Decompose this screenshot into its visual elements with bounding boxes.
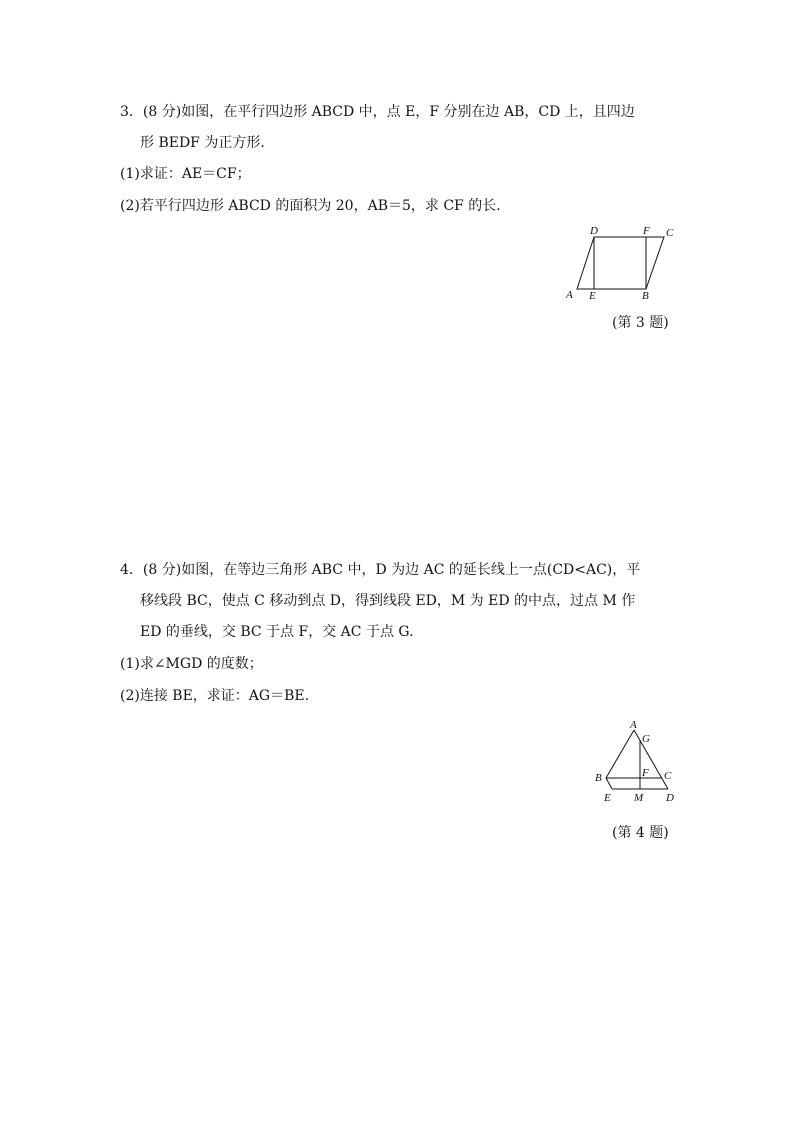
label-b: B <box>595 772 602 784</box>
label-e: E <box>604 792 611 804</box>
q4-caption: (第 4 题) <box>612 825 669 841</box>
label-f: F <box>642 767 649 779</box>
segment-be <box>606 778 612 789</box>
label-d: D <box>666 792 674 804</box>
q4-stem-line-3: ED 的垂线，交 BC 于点 F，交 AC 于点 G. <box>140 624 414 640</box>
q4-figure <box>590 718 680 808</box>
q3-figure <box>560 222 680 302</box>
label-e: E <box>589 290 596 302</box>
label-g: G <box>642 733 650 745</box>
segment-a-d <box>634 730 668 789</box>
q4-part-2: (2)连接 BE，求证：AG＝BE. <box>120 688 310 704</box>
parallelogram-abcd <box>577 237 664 289</box>
q3-stem-line-2: 形 BEDF 为正方形. <box>140 135 265 151</box>
segment-ab <box>606 730 634 778</box>
label-d: D <box>590 225 598 237</box>
q4-part-1: (1)求∠MGD 的度数； <box>120 656 263 672</box>
label-c: C <box>664 770 672 782</box>
label-m: M <box>634 792 644 804</box>
q3-part-2: (2)若平行四边形 ABCD 的面积为 20，AB＝5，求 CF 的长. <box>120 198 501 214</box>
q3-caption: (第 3 题) <box>612 315 669 331</box>
q3-stem-line-1: 3．(8 分)如图，在平行四边形 ABCD 中，点 E，F 分别在边 AB，CD 上，且四边 <box>120 104 635 120</box>
label-a: A <box>630 719 637 731</box>
q3-part-1: (1)求证：AE＝CF； <box>120 166 251 182</box>
q4-stem-line-2: 移线段 BC，使点 C 移动到点 D，得到线段 ED，M 为 ED 的中点，过点 M 作 <box>140 593 636 609</box>
label-c: C <box>666 227 674 239</box>
label-a: A <box>566 289 573 301</box>
label-b: B <box>642 290 649 302</box>
q4-stem-line-1: 4．(8 分)如图，在等边三角形 ABC 中，D 为边 AC 的延长线上一点(CD<AC)，平 <box>120 562 641 578</box>
label-f: F <box>643 225 650 237</box>
